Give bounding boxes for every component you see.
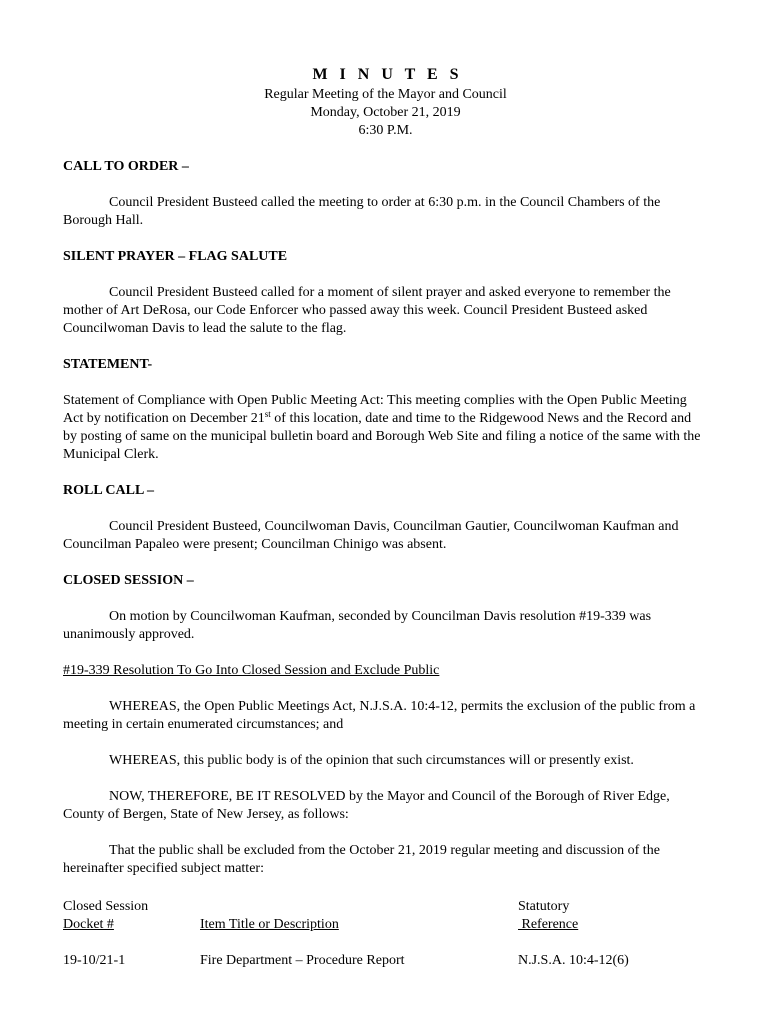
resolution-title: #19-339 Resolution To Go Into Closed Session and Exclude Public bbox=[63, 663, 440, 678]
docket-header-line1: Closed Session bbox=[63, 899, 149, 914]
call-to-order-text: Council President Busteed called the meeting to order at 6:30 p.m. in the Council Chambers of the Borough Hall. bbox=[63, 195, 661, 228]
table-row bbox=[63, 934, 708, 970]
statement-text-ordinal: st bbox=[264, 409, 271, 419]
reference-header-cell bbox=[518, 898, 708, 934]
docket-table bbox=[63, 898, 708, 970]
docket-header-line2: Docket # bbox=[63, 917, 114, 932]
exclusion-clause: That the public shall be excluded from the October 21, 2019 regular meeting and discussion of the hereinafter specified subject matter: bbox=[63, 843, 660, 876]
document-title: M I N U T E S bbox=[312, 66, 463, 83]
statement-text bbox=[63, 392, 708, 464]
docket-table-header bbox=[63, 898, 708, 934]
closed-session-heading: CLOSED SESSION – bbox=[63, 573, 194, 588]
call-to-order-heading: CALL TO ORDER – bbox=[63, 159, 189, 174]
meeting-date: Monday, October 21, 2019 bbox=[310, 105, 461, 120]
closed-session-motion: On motion by Councilwoman Kaufman, seconded by Councilman Davis resolution #19-339 was unanimously approved. bbox=[63, 609, 652, 642]
title-header: Item Title or Description bbox=[200, 917, 339, 932]
reference-cell: N.J.S.A. 10:4-12(6) bbox=[518, 953, 629, 968]
docket-cell: 19-10/21-1 bbox=[63, 953, 126, 968]
minutes-document bbox=[63, 64, 708, 970]
document-header bbox=[63, 64, 708, 140]
meeting-type: Regular Meeting of the Mayor and Council bbox=[264, 87, 507, 102]
statement-text-part2: of this location, date and time to the Ridgewood News and the Record and by posting of same on the municipal bulletin board and Borough Web Site and filing a notice of the same with the Municipal Clerk. bbox=[63, 411, 701, 462]
statement-heading: STATEMENT- bbox=[63, 357, 153, 372]
whereas-clause-2: WHEREAS, this public body is of the opinion that such circumstances will or presently exist. bbox=[109, 753, 634, 768]
reference-header-line2: Reference bbox=[518, 917, 579, 932]
reference-header-line1: Statutory bbox=[518, 899, 570, 914]
statement-text-part1: Statement of Compliance with Open Public Meeting Act: This meeting complies with the Open Public Meeting Act by notification on December 21 bbox=[63, 393, 687, 426]
meeting-time: 6:30 P.M. bbox=[358, 123, 413, 138]
title-header-cell bbox=[200, 898, 518, 934]
roll-call-heading: ROLL CALL – bbox=[63, 483, 155, 498]
resolved-clause: NOW, THEREFORE, BE IT RESOLVED by the Mayor and Council of the Borough of River Edge, County of Bergen, State of New Jersey, as follows: bbox=[63, 789, 670, 822]
prayer-heading: SILENT PRAYER – FLAG SALUTE bbox=[63, 249, 288, 264]
prayer-text: Council President Busteed called for a moment of silent prayer and asked everyone to remember the mother of Art DeRosa, our Code Enforcer who passed away this week. Council President Busteed asked Councilwoman Davis to lead the salute to the flag. bbox=[63, 285, 671, 336]
title-cell: Fire Department – Procedure Report bbox=[200, 953, 405, 968]
roll-call-text: Council President Busteed, Councilwoman Davis, Councilman Gautier, Councilwoman Kaufman and Councilman Papaleo were present; Councilman Chinigo was absent. bbox=[63, 519, 679, 552]
docket-header-cell bbox=[63, 898, 200, 934]
whereas-clause-1: WHEREAS, the Open Public Meetings Act, N.J.S.A. 10:4-12, permits the exclusion of the public from a meeting in certain enumerated circumstances; and bbox=[63, 699, 696, 732]
